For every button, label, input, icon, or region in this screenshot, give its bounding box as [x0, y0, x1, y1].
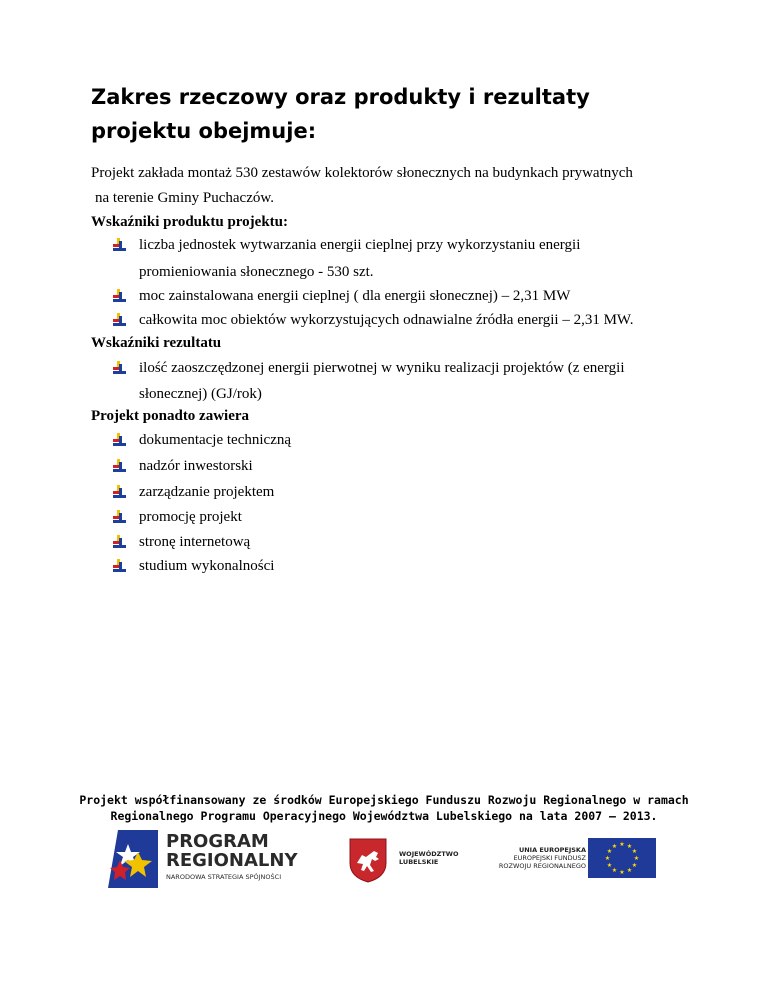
svg-text:★: ★	[619, 869, 625, 876]
footer-line-2: Regionalnego Programu Operacyjnego Województwa Lubelskiego na lata 2007 – 2013.	[110, 809, 658, 823]
svg-text:★: ★	[611, 867, 618, 874]
regionalny-word: REGIONALNY	[166, 850, 298, 871]
bullet-icon	[113, 559, 126, 572]
bullet-icon	[113, 485, 126, 498]
svg-text:★: ★	[631, 862, 638, 869]
bullet-icon	[113, 289, 126, 302]
voivodeship-logo	[348, 837, 468, 883]
bullet-icon	[113, 361, 126, 374]
program-regionalny-logo	[108, 830, 328, 888]
product-indicators-title: Wskaźniki produktu projektu:	[91, 214, 289, 230]
program-regionalny-emblem	[108, 830, 158, 888]
bullet-icon	[113, 459, 126, 472]
svg-text:★: ★	[604, 855, 611, 862]
eu-text	[486, 846, 586, 876]
bullet-icon	[113, 510, 126, 523]
voivodeship-line-2: LUBELSKIE	[399, 858, 439, 866]
svg-text:★: ★	[633, 855, 640, 862]
bullet-icon	[113, 433, 126, 446]
list-item-text: dokumentacje techniczną	[139, 432, 292, 448]
eu-line-2: EUROPEJSKI FUNDUSZ	[513, 854, 586, 862]
svg-text:★: ★	[606, 848, 613, 855]
bullet-icon	[113, 313, 126, 326]
list-item-text: nadzór inwestorski	[139, 458, 253, 474]
svg-text:★: ★	[611, 843, 618, 850]
additional-title: Projekt ponadto zawiera	[91, 408, 250, 424]
coat-of-arms-icon	[348, 837, 388, 883]
svg-text:★: ★	[626, 867, 633, 874]
voivodeship-line-1: WOJEWÓDZTWO	[399, 850, 459, 858]
bullet-icon	[113, 238, 126, 251]
list-item-text: promieniowania słonecznego - 530 szt.	[139, 264, 374, 280]
footer-line-1: Projekt współfinansowany ze środków Europejskiego Funduszu Rozwoju Regionalnego w ramach	[79, 793, 689, 807]
eu-line-3: ROZWOJU REGIONALNEGO	[498, 862, 586, 870]
list-item-text: liczba jednostek wytwarzania energii cieplnej przy wykorzystaniu energii	[139, 237, 581, 253]
program-subtitle: NARODOWA STRATEGIA SPÓJNOŚCI	[166, 873, 282, 881]
svg-text:★: ★	[626, 843, 633, 850]
page-heading: Zakres rzeczowy oraz produkty i rezultaty projektu obejmuje:	[91, 85, 590, 143]
svg-text:★: ★	[606, 862, 613, 869]
list-item-text: słonecznej) (GJ/rok)	[139, 386, 262, 402]
intro-line-2: na terenie Gminy Puchaczów.	[95, 190, 274, 206]
intro-line-1: Projekt zakłada montaż 530 zestawów kolektorów słonecznych na budynkach prywatnych	[91, 165, 633, 181]
svg-text:★: ★	[631, 848, 638, 855]
result-indicators-title: Wskaźniki rezultatu	[91, 335, 222, 351]
program-word: PROGRAM	[166, 831, 269, 852]
list-item-text: ilość zaoszczędzonej energii pierwotnej w wyniku realizacji projektów (z energii	[139, 360, 625, 376]
bullet-icon	[113, 535, 126, 548]
eu-line-1: UNIA EUROPEJSKA	[518, 846, 586, 854]
svg-text:★: ★	[619, 841, 625, 848]
list-item-text: studium wykonalności	[139, 558, 275, 574]
list-item-text: moc zainstalowana energii cieplnej ( dla energii słonecznej) – 2,31 MW	[139, 288, 571, 304]
eu-flag-icon	[588, 838, 656, 878]
list-item-text: promocję projekt	[139, 509, 242, 525]
list-item-text: stronę internetową	[139, 534, 251, 550]
list-item-text: całkowita moc obiektów wykorzystujących odnawialne źródła energii – 2,31 MW.	[139, 312, 634, 328]
list-item-text: zarządzanie projektem	[139, 484, 275, 500]
